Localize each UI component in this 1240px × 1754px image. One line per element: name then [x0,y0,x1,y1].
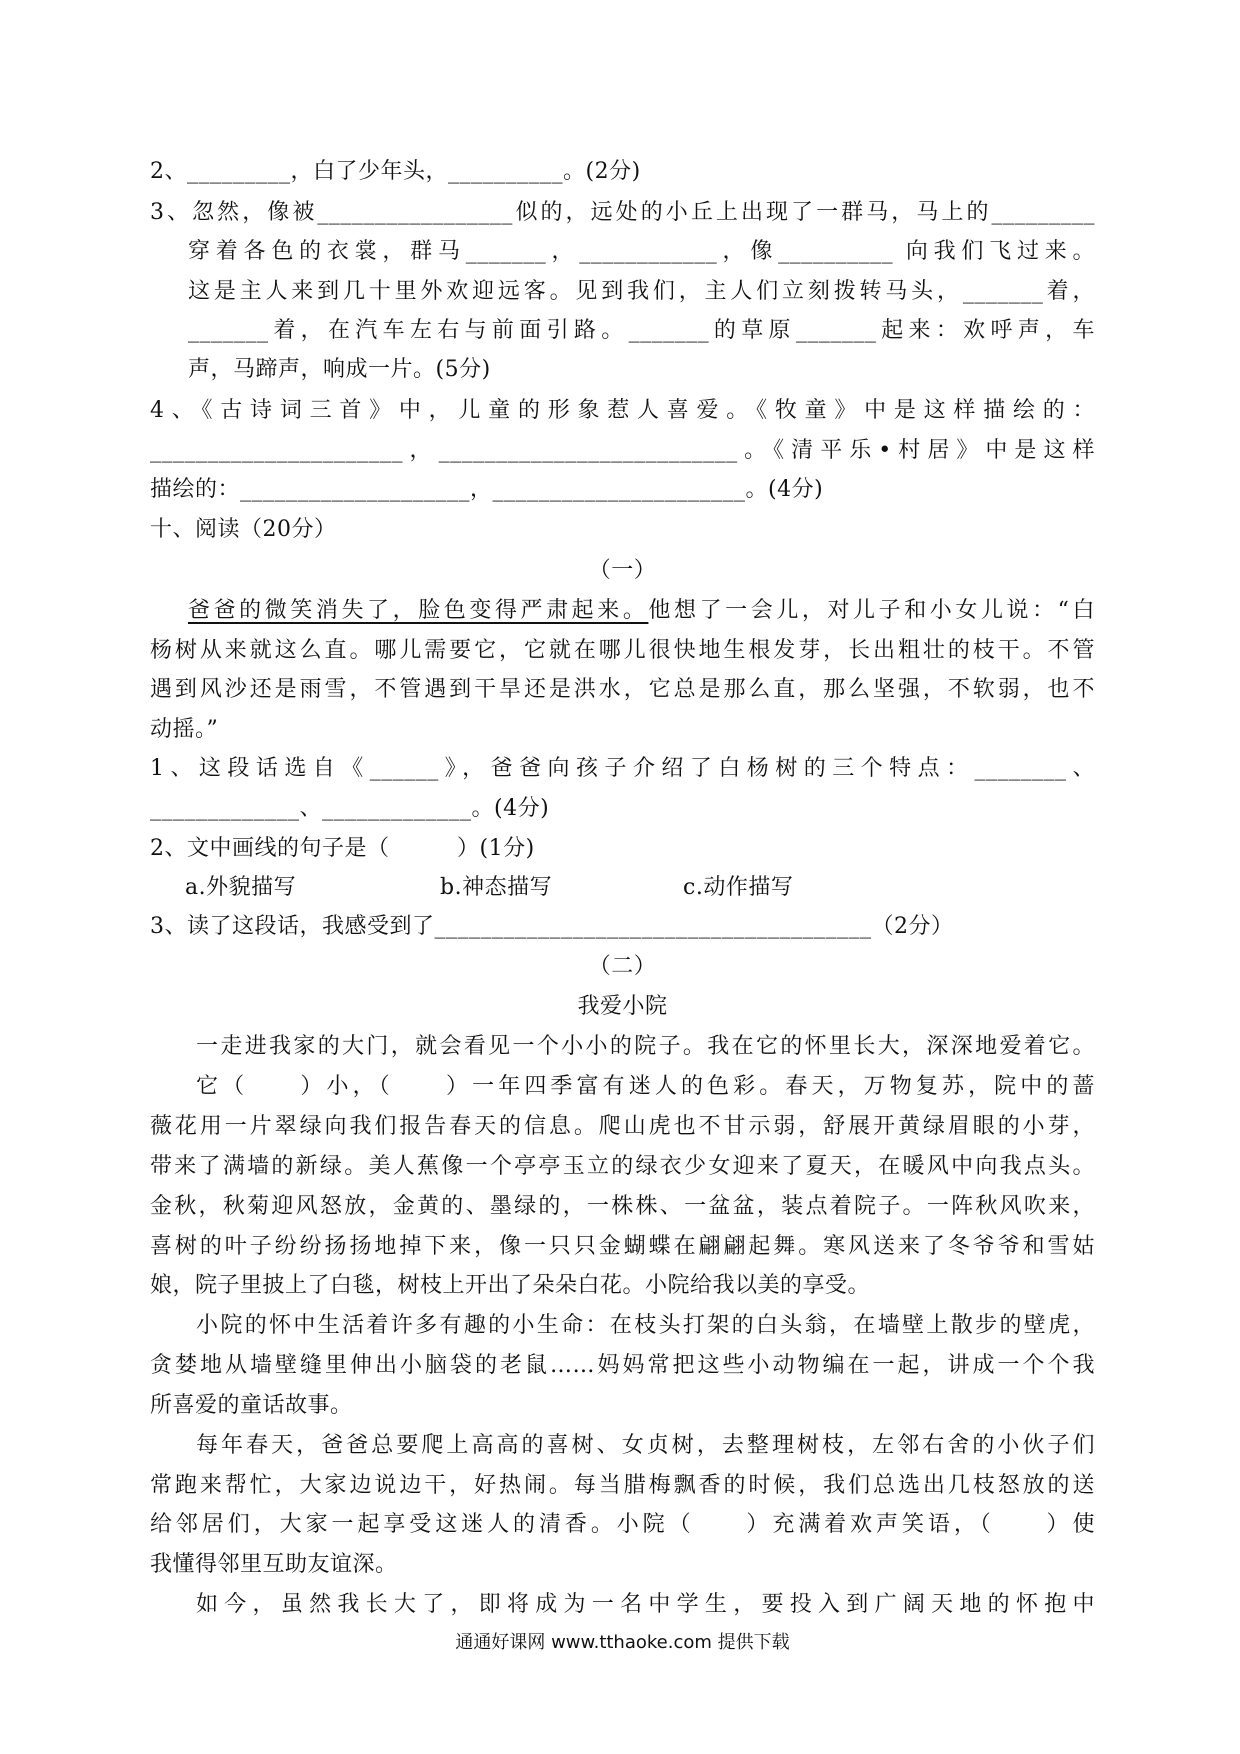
passage-1-line-1 [188,591,1095,631]
question-2: 2、_________，白了少年头，__________。(2分) [150,159,641,184]
passage-2-title: 我爱小院 [577,994,668,1019]
passage-2-p2-line-4: 金秋，秋菊迎风怒放，金黄的、墨绿的，一株株、一盆盆，装点着院子。一阵秋风吹来， [150,1194,1095,1219]
passage-2-p1: 一走进我家的大门，就会看见一个小小的院子。我在它的怀里长大，深深地爱着它。 [196,1034,1095,1059]
passage-2-p5-line-1: 如今，虽然我长大了，即将成为一名中学生，要投入到广阔天地的怀抱中 [196,1592,1095,1617]
question-4-line-2: ______________________，__________________________。《清平乐•村居》中是这样 [150,438,1095,463]
passage-2-p2-line-5: 喜树的叶子纷纷扬扬地掉下来，像一只只金蝴蝶在翩翩起舞。寒风送来了冬爷爷和雪姑 [150,1234,1095,1259]
passage-2-p4-line-2: 常跑来帮忙，大家边说边干，好热闹。每当腊梅飘香的时候，我们总选出几枝怒放的送 [150,1473,1095,1498]
passage-1-line-1-rest: 他想了一会儿，对儿子和小女儿说：“白 [648,598,1095,623]
part-1-question-1-line-2: _____________、_____________。(4分) [150,796,550,821]
question-3-line-5: 声，马蹄声，响成一片。(5分) [188,357,491,382]
passage-2-p4-line-4: 我懂得邻里互助友谊深。 [150,1552,398,1577]
question-4-line-1: 4、《古诗词三首》中，儿童的形象惹人喜爱。《牧童》中是这样描绘的： [150,398,1095,423]
question-3-line-2: 穿着各色的衣裳，群马_______，____________，像__________ 向我们飞过来。 [188,239,1095,264]
option-a: a.外貌描写 [185,875,297,900]
part-1-question-3: 3、读了这段话，我感受到了______________________________________（2分） [150,914,954,939]
passage-2-p3-line-1: 小院的怀中生活着许多有趣的小生命：在枝头打架的白头翁，在墙壁上散步的壁虎， [196,1313,1095,1338]
passage-2-p3-line-3: 所喜爱的童话故事。 [150,1393,353,1418]
part-1-question-1-line-1: 1、这段话选自《______》，爸爸向孩子介绍了白杨树的三个特点：________、 [150,756,1095,781]
passage-1-line-2: 杨树从来就这么直。哪儿需要它，它就在哪儿很快地生根发芽，长出粗壮的枝干。不管 [150,638,1095,663]
option-c: c.动作描写 [683,875,794,900]
part-2-label: （二） [588,954,657,979]
option-b: b.神态描写 [440,875,553,900]
question-4-line-3: 描绘的：____________________，______________________。(4分) [150,477,824,502]
question-3-line-4: _______着，在汽车左右与前面引路。_______的草原_______起来：欢呼声，车 [188,318,1095,343]
passage-2-p2-line-6: 娘，院子里披上了白毯，树枝上开出了朵朵白花。小院给我以美的享受。 [150,1273,871,1298]
underlined-sentence: 爸爸的微笑消失了，脸色变得严肃起来。 [188,598,649,623]
passage-2-p3-line-2: 贪婪地从墙壁缝里伸出小脑袋的老鼠……妈妈常把这些小动物编在一起，讲成一个个我 [150,1353,1095,1378]
passage-1-line-3: 遇到风沙还是雨雪，不管遇到干旱还是洪水，它总是那么直，那么坚强，不软弱，也不 [150,677,1095,702]
part-1-label: （一） [588,558,657,583]
section-10-heading: 十、阅读（20分） [150,517,337,542]
passage-2-p2-line-2: 薇花用一片翠绿向我们报告春天的信息。爬山虎也不甘示弱，舒展开黄绿眉眼的小芽， [150,1114,1095,1139]
passage-2-p4-line-3: 给邻居们，大家一起享受这迷人的清香。小院（ ）充满着欢声笑语，（ ）使 [150,1512,1095,1537]
passage-2-p4-line-1: 每年春天，爸爸总要爬上高高的喜树、女贞树，去整理树枝，左邻右舍的小伙子们 [196,1433,1095,1458]
passage-2-p2-line-3: 带来了满墙的新绿。美人蕉像一个亭亭玉立的绿衣少女迎来了夏天，在暖风中向我点头。 [150,1154,1095,1179]
question-3-line-1: 3、忽然，像被_________________似的，远处的小丘上出现了一群马，马上的_________ [150,200,1095,225]
passage-2-p2-line-1: 它（ ）小，（ ）一年四季富有迷人的色彩。春天，万物复苏，院中的蔷 [196,1074,1095,1099]
passage-1-line-4: 动摇。” [150,717,219,742]
footer-credit: 通通好课网 www.tthaoke.com 提供下载 [455,1632,790,1653]
question-3-line-3: 这是主人来到几十里外欢迎远客。见到我们，主人们立刻拨转马头，_______着， [188,279,1095,304]
part-1-question-2: 2、文中画线的句子是（ ）(1分) [150,836,535,861]
